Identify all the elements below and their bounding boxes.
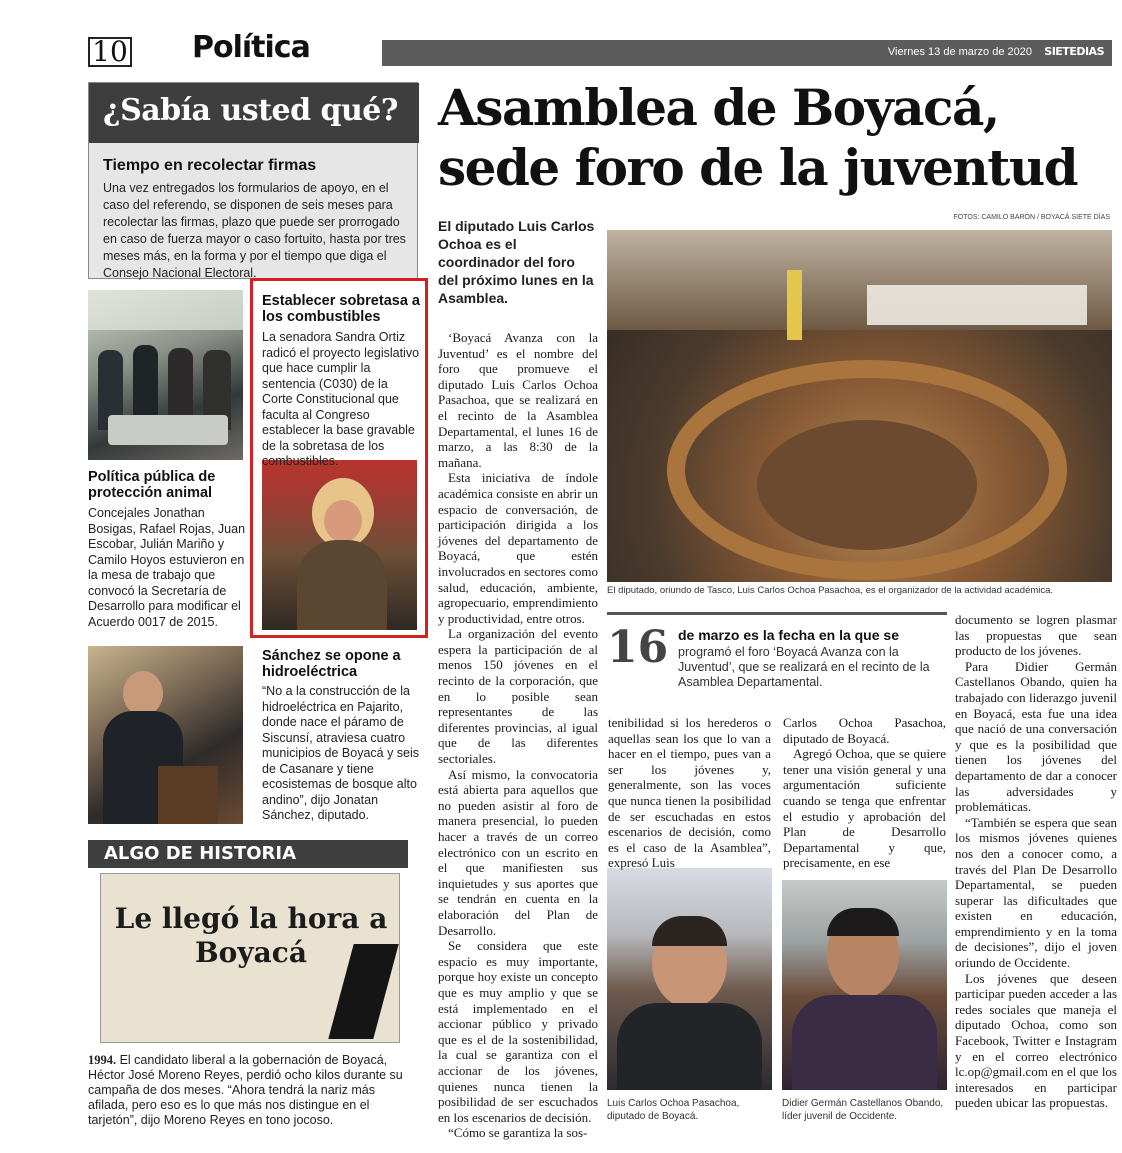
article-paragraph: La organización del evento espera la participación de al menos 150 jóvenes en el recinto de la corporación, que en lo posible sean representantes de las diferentes provincias, al igual que de las diferentes sectoriales. bbox=[438, 626, 598, 767]
castellanos-photo bbox=[782, 880, 947, 1090]
sabia-subtitle: Tiempo en recolectar firmas bbox=[103, 157, 317, 174]
ochoa-caption: Luis Carlos Ochoa Pasachoa, diputado de Boyacá. bbox=[607, 1098, 740, 1122]
highlight-number: 16 bbox=[607, 622, 669, 673]
header-brand: SIETEDIAS bbox=[1044, 45, 1104, 58]
header-date: Viernes 13 de marzo de 2020 bbox=[887, 46, 1032, 58]
article-column-3 bbox=[783, 715, 946, 871]
historia-text bbox=[88, 1053, 406, 1128]
sanchez-title: Sánchez se opone a hidroeléctrica bbox=[262, 648, 401, 680]
headline bbox=[438, 78, 1118, 198]
article-paragraph: Para Didier Germán Castellanos Obando, quien ha trabajado con liderazgo juvenil en Boyacá, esta fue una idea que nació de una conversación y que es la posibilidad que tienen los jóvenes del departamento de dar a conocer las adversidades y problemáticas. bbox=[955, 658, 1117, 815]
article-paragraph: “Cómo se garantiza la sos- bbox=[448, 1125, 588, 1141]
photo-credit: FOTOS: CAMILO BARÓN / BOYACÁ SIETE DÍAS bbox=[953, 214, 1110, 221]
article-paragraph: documento se logren plasmar las propuestas que sean producto de los jóvenes. bbox=[955, 612, 1117, 659]
sabia-text: Una vez entregados los formularios de apoyo, en el caso del referendo, se disponen de seis meses para recolectar las firmas, plazo que puede ser prorrogado en caso de fuerza mayor o caso fortuito, hasta por tres meses más, en la forma y por el tiempo que diga el Consejo Nacional Electoral. bbox=[103, 181, 406, 280]
article-paragraph: Los jóvenes que deseen participar pueden acceder a las redes sociales que maneja el diputado Ochoa, como son Facebook, Twitter e Instagram y en el correo electrónico lc.op@gmail.com en el que los interesados en participar pueden ubicar las propuestas. bbox=[955, 970, 1117, 1111]
header-bar bbox=[382, 40, 1112, 66]
sobretasa-text: La senadora Sandra Ortiz radicó el proyecto legislativo que hace cumplir la sentencia (C030) de la Corte Constitucional que faculta al Congreso establecer la base gravable de la sobretasa de los combustibles. bbox=[262, 330, 420, 468]
highlight-text: programó el foro ‘Boyacá Avanza con la Juventud’, que se realizará en el recinto de la Asamblea Departamental. bbox=[678, 645, 930, 689]
article-column-2 bbox=[608, 715, 771, 871]
historia-year: 1994. bbox=[88, 1053, 117, 1067]
article-paragraph: Agregó Ochoa, que se quiere tener una visión general y una argumentación suficiente cuando se tenga que enfrentar el estudio y aprobación del Plan de Desarrollo Departamental y que, precisamente, en ese bbox=[783, 746, 946, 871]
newspaper-clipping bbox=[100, 873, 400, 1043]
historia-body: El candidato liberal a la gobernación de Boyacá, Héctor José Moreno Reyes, perdió ocho kilos durante su campaña de dos meses. “Ahora tendrá la nariz más afilada, pero eso es lo que más nos distingue en el tarjetón”, dijo Moreno Reyes en tono jocoso. bbox=[88, 1053, 403, 1127]
animal-title: Política pública de protección animal bbox=[88, 469, 216, 501]
article-paragraph: tenibilidad si los herederos o aquellas sean los que lo van a hacer en el tiempo, pues van a ser los jóvenes y, generalmente, son las voces que nunca tienen la posibilidad de ser escuchadas en estos escenarios de decisión, como es el caso de la Asamblea”, expresó Luis bbox=[608, 715, 771, 871]
lead-text: El diputado Luis Carlos Ochoa es el coordinador del foro del próximo lunes en la Asamblea. bbox=[438, 218, 595, 306]
article-paragraph: Esta iniciativa de índole académica consiste en abrir un espacio de conversación, de participación dirigida a los jóvenes del departamento de Boyacá, que estén involucrados en sectores como salud, educación, ambiente, agropecuario, emprendimiento y productividad, entre otros. bbox=[438, 470, 598, 626]
article-paragraph: Carlos Ochoa Pasachoa, diputado de Boyacá. bbox=[783, 715, 946, 746]
section-title: Política bbox=[192, 30, 310, 65]
article-paragraph: Así mismo, la convocatoria está abierta para aquellos que no pueden asistir al foro de manera presencial, lo pueden hacer a través de un correo electrónico con un escrito en el que manifiesten sus inquietudes y sus aportes que se tendrán en cuenta en la elaboración del Plan de Desarrollo. bbox=[438, 766, 598, 938]
animal-text: Concejales Jonathan Bosigas, Rafael Rojas, Juan Escobar, Julián Mariño y Camilo Hoyos estuvieron en la mesa de trabajo que convocó la Secretaría de Desarrollo para modificar el Acuerdo 0017 de 2015. bbox=[88, 506, 246, 629]
sabia-header bbox=[89, 83, 419, 143]
historia-bar bbox=[88, 840, 408, 868]
highlight-frame bbox=[250, 278, 428, 638]
article-paragraph: Se considera que este espacio es muy importante, porque hoy existe un concepto que es muy amplio y que se está implementado en el accionar público y privado que es el de la sostenibilidad, la cual se garantiza con el accionar de los jóvenes, quienes nunca tienen la posibilidad de ser escuchados en los escenarios de decisión. bbox=[438, 938, 598, 1125]
clip-headline: Le llegó la hora a Boyacá bbox=[114, 902, 388, 969]
article-column-1 bbox=[438, 330, 598, 1141]
headline-line1: Asamblea de Boyacá, bbox=[438, 78, 999, 137]
headline-line2: sede foro de la juventud bbox=[438, 138, 1078, 197]
sanchez-photo bbox=[88, 646, 243, 824]
assembly-photo bbox=[607, 230, 1112, 582]
article-column-4 bbox=[955, 612, 1117, 1111]
main-photo-caption: El diputado, oriundo de Tasco, Luis Carlos Ochoa Pasachoa, es el organizador de la actividad académica. bbox=[607, 585, 1054, 596]
article-paragraph: ‘Boyacá Avanza con la Juventud’ es el nombre del foro que promueve el diputado Luis Carlos Ochoa Pasachoa, que se realizará en el recinto de la Asamblea Departamental, el lunes 16 de marzo, a las 8:30 de la mañana. bbox=[438, 330, 598, 470]
highlight-bold: de marzo es la fecha en la que se bbox=[678, 627, 899, 643]
sabia-box bbox=[88, 82, 418, 279]
sanchez-text: “No a la construcción de la hidroeléctrica en Pajarito, donde nace el páramo de Siscunsí, atraviesa cuatro municipios de Boyacá y seis de Casanare y tiene ecosistemas de bosque alto andino”, dijo Jonatan Sánchez, diputado. bbox=[262, 684, 420, 822]
historia-title: ALGO DE HISTORIA bbox=[104, 843, 297, 864]
sobretasa-title: Establecer sobretasa a los combustibles bbox=[262, 293, 420, 325]
meeting-photo bbox=[88, 290, 243, 460]
article-paragraph: “También se espera que sean los mismos jóvenes quienes nos den a conocer como, a través del Plan De Desarrollo Departamental, se pueden superar las dificultades que existen en educación, emprendimiento y en la toma de decisiones”, dijo el joven oriundo de Occidente. bbox=[955, 814, 1117, 971]
highlight-rule bbox=[607, 612, 947, 615]
ochoa-photo bbox=[607, 868, 772, 1090]
page-number: 10 bbox=[88, 37, 132, 67]
sabia-title: ¿Sabía usted qué? bbox=[103, 93, 398, 128]
castellanos-caption: Didier Germán Castellanos Obando, líder juvenil de Occidente. bbox=[782, 1098, 944, 1122]
